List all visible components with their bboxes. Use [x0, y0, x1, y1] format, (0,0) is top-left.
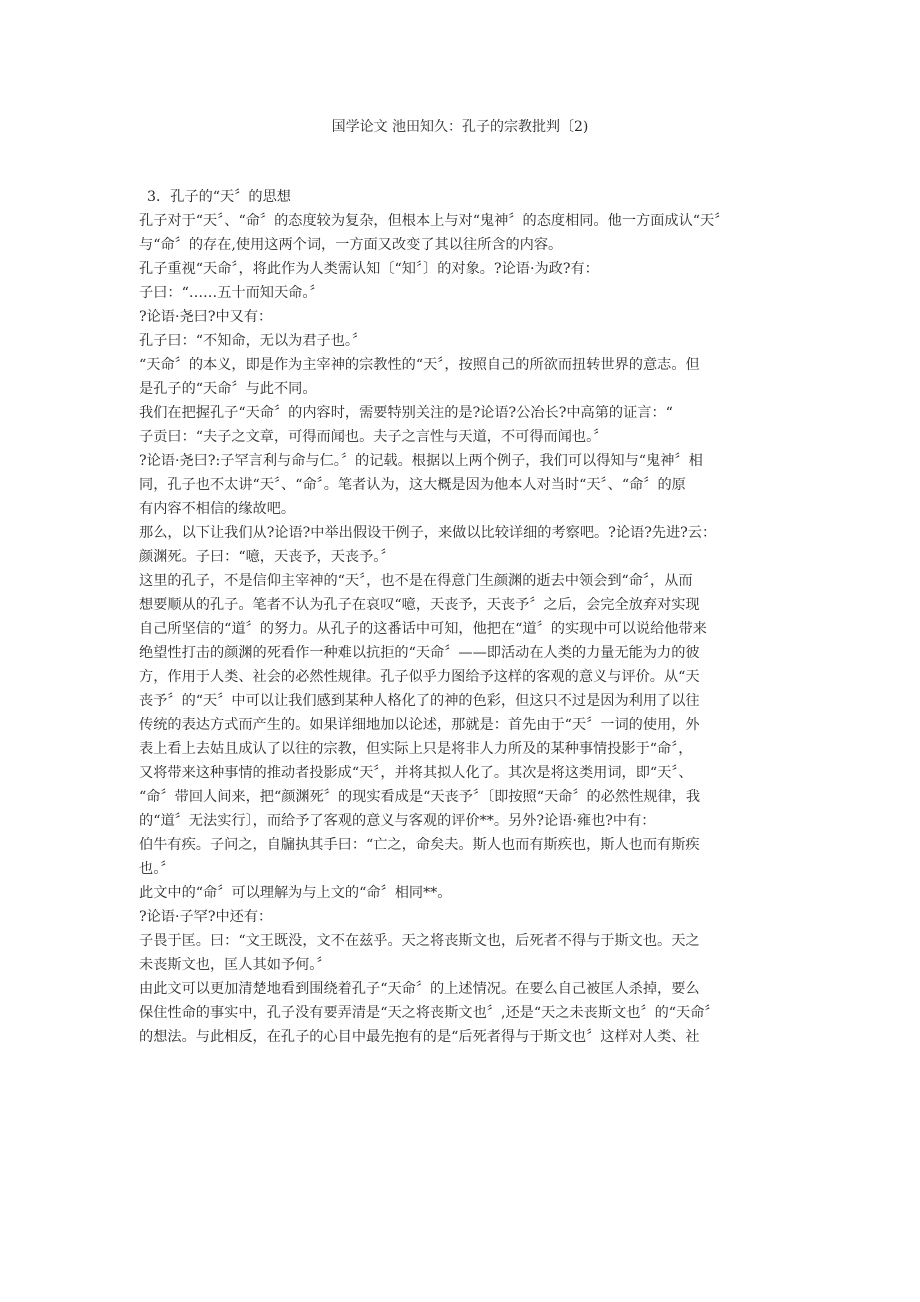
paragraph-line: 绝望性打击的颜渊的死看作一种难以抗拒的“天命〞——即活动在人类的力量无能为力的彼	[139, 645, 700, 661]
paragraph-line: 又将带来这种事情的推动者投影成“天〞，并将其拟人化了。其次是将这类用词，即“天〞、	[139, 765, 693, 781]
paragraph-line: 想要顺从的孔子。笔者不认为孔子在哀叹“噫，天丧予，天丧予〞之后，会完全放弃对实现	[139, 597, 700, 613]
paragraph-line: “天命〞的本义，即是作为主宰神的宗教性的“天〞，按照自己的所欲而扭转世界的意志。但	[139, 357, 700, 373]
paragraph-line: 与“命〞的存在,使用这两个词，一方面又改变了其以往所含的内容。	[139, 237, 563, 253]
paragraph-line: ?论语·尧曰?中又有：	[139, 309, 273, 325]
quote-line: 颜渊死。子曰：“噫，天丧予，天丧予。〞	[139, 549, 395, 565]
paragraph-line: 那么，以下让我们从?论语?中举出假设干例子，来做以比较详细的考察吧。?论语?先进?云：	[139, 525, 717, 541]
paragraph-line: 同，孔子也不太讲“天〞、“命〞。笔者认为，这大概是因为他本人对当时“天〞、“命〞的原	[139, 477, 686, 493]
paragraph-line: “命〞带回人间来，把“颜渊死〞的现实看成是“天丧予〞〔即按照“天命〞的必然性规律，我	[139, 789, 701, 805]
paragraph-line: ?论语·子罕?中还有：	[139, 909, 273, 925]
paragraph-line: 孔子重视“天命〞，将此作为人类需认知〔“知〞〕的对象。?论语·为政?有：	[139, 261, 599, 277]
document-body	[139, 185, 789, 1049]
paragraph-line: 有内容不相信的缘故吧。	[139, 501, 296, 517]
quote-line: 伯牛有疾。子问之，自牖执其手曰：“亡之，命矣夫。斯人也而有斯疾也，斯人也而有斯疾	[139, 837, 700, 853]
paragraph-line: ?论语·尧曰?:子罕言利与命与仁。〞的记载。根据以上两个例子，我们可以得知与“鬼神〞相	[139, 453, 703, 469]
quote-line: 子贡曰：“夫子之文章，可得而闻也。夫子之言性与天道，不可得而闻也。〞	[139, 429, 608, 445]
paragraph-line: 传统的表达方式而产生的。如果详细地加以论述，那就是：首先由于“天〞一词的使用，外	[139, 717, 700, 733]
paragraph-line: 的想法。与此相反，在孔子的心目中最先抱有的是“后死者得与于斯文也〞这样对人类、社	[139, 1029, 700, 1045]
section-heading: 3．孔子的“天〞的思想	[147, 189, 291, 205]
paragraph-line: 自己所坚信的“道〞的努力。从孔子的这番话中可知，他把在“道〞的实现中可以说给他带来	[139, 621, 707, 637]
quote-line: 未丧斯文也，匡人其如予何。〞	[139, 957, 331, 973]
paragraph-line: 丧予〞的“天〞中可以让我们感到某种人格化了的神的色彩，但这只不过是因为利用了以往	[139, 693, 700, 709]
paragraph-line: 此文中的“命〞可以理解为与上文的“命〞相同**。	[139, 885, 452, 901]
paragraph-line: 表上看上去姑且成认了以往的宗教，但实际上只是将非人力所及的某种事情投影于“命〞，	[139, 741, 693, 757]
quote-line: 子曰：“……五十而知天命。〞	[139, 285, 324, 301]
paragraph-line: 这里的孔子，不是信仰主宰神的“天〞，也不是在得意门生颜渊的逝去中领会到“命〞，从而	[139, 573, 693, 589]
paragraph-line: 我们在把握孔子“天命〞的内容时，需要特别关注的是?论语?公冶长?中高第的证言：“	[139, 405, 673, 421]
quote-line: 孔子曰：“不知命，无以为君子也。〞	[139, 333, 367, 349]
quote-line: 子畏于匡。曰：“文王既没，文不在兹乎。天之将丧斯文也，后死者不得与于斯文也。天之	[139, 933, 700, 949]
document-title: 国学论文 池田知久：孔子的宗教批判〔2)	[331, 119, 589, 135]
paragraph-line: 的“道〞无法实行〕，而给予了客观的意义与客观的评价**。另外?论语·雍也?中有：	[139, 813, 656, 829]
quote-line: 也。〞	[139, 861, 175, 877]
paragraph-line: 方，作用于人类、社会的必然性规律。孔子似乎力图给予这样的客观的意义与评价。从“天	[139, 669, 700, 685]
paragraph-line: 保住性命的事实中，孔子没有要弄清是“天之将丧斯文也〞,还是“天之未丧斯文也〞的“天命〞	[139, 1005, 719, 1021]
paragraph-line: 孔子对于“天〞、“命〞的态度较为复杂，但根本上与对“鬼神〞的态度相同。他一方面成认“天〞	[139, 213, 729, 229]
paragraph-line: 由此文可以更加清楚地看到围绕着孔子“天命〞的上述情况。在要么自己被匡人杀掉，要么	[139, 981, 700, 997]
paragraph-line: 是孔子的“天命〞与此不同。	[139, 381, 317, 397]
